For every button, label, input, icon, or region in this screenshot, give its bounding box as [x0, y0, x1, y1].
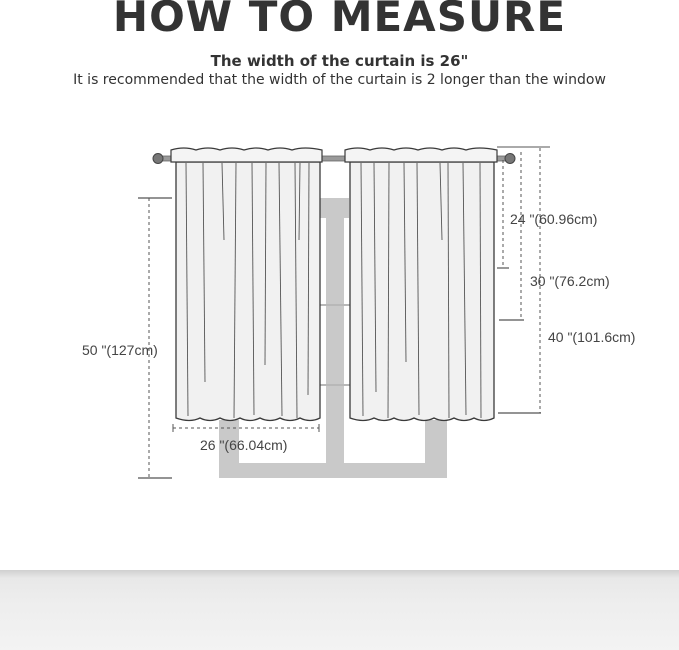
curtain-width-subtitle: The width of the curtain is 26" [210, 52, 469, 70]
right-curtain-panel [345, 148, 497, 421]
measure-label-40in: 40 "(101.6cm) [548, 329, 636, 345]
measure-label-50in: 50 "(127cm) [82, 342, 158, 358]
floor-shadow [0, 570, 679, 650]
measure-label-30in: 30 "(76.2cm) [530, 273, 610, 289]
page-title: HOW TO MEASURE [112, 0, 567, 41]
measure-label-panel-width: 26 "(66.04cm) [200, 437, 288, 453]
left-curtain-panel [171, 148, 322, 421]
recommendation-note: It is recommended that the width of the curtain is 2 longer than the window [73, 72, 606, 88]
measure-label-24in: 24 "(60.96cm) [510, 211, 598, 227]
